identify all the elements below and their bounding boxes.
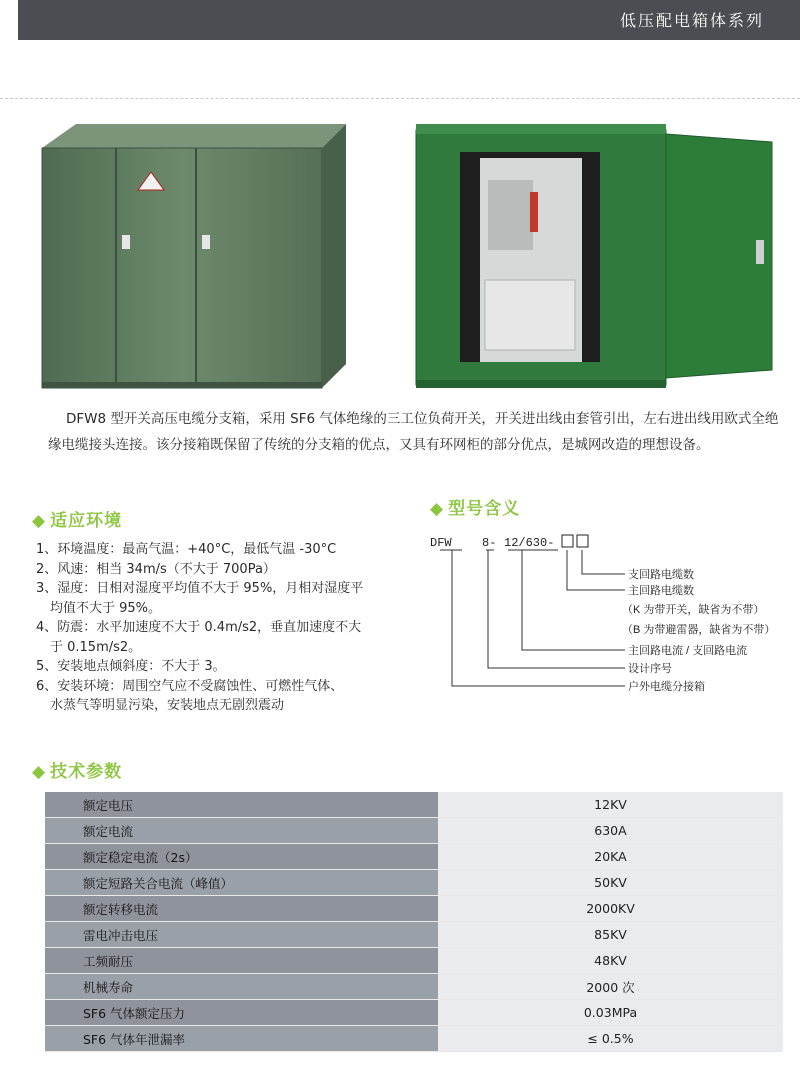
list-item: 5、安装地点倾斜度：不大于 3。 <box>36 659 226 674</box>
table-row: 机械寿命 2000 次 <box>45 974 783 1000</box>
model-code-rating: 12/630- <box>504 536 555 550</box>
page-series-title: 低压配电箱体系列 <box>619 11 764 30</box>
list-item: 3、湿度：日相对湿度平均值不大于 95%，月相对湿度平 均值不大于 95%。 <box>36 581 364 616</box>
list-item: 1、环境温度：最高气温：+40°C，最低气温 -30°C <box>36 542 337 557</box>
table-row: 额定短路关合电流（峰值） 50KV <box>45 870 783 896</box>
model-label: （B 为带避雷器，缺省为不带） <box>622 624 776 636</box>
model-code-diagram <box>430 528 790 708</box>
model-label: 设计序号 <box>628 663 672 675</box>
divider <box>0 98 800 99</box>
cabinet-open-photo <box>410 120 780 395</box>
table-row: 额定转移电流 2000KV <box>45 896 783 922</box>
model-label: 户外电缆分接箱 <box>628 681 705 693</box>
model-code-mid: 8- <box>482 536 497 550</box>
model-label: 主回路电缆数 <box>628 585 694 597</box>
diamond-bullet-icon: ◆ <box>32 762 47 782</box>
model-code-prefix: DFW <box>430 536 452 550</box>
table-row: 额定稳定电流（2s） 20KA <box>45 844 783 870</box>
list-item: 4、防震：水平加速度不大于 0.4m/s2，垂直加速度不大 于 0.15m/s2。 <box>36 620 362 655</box>
section-model-title: ◆ 型号含义 <box>430 499 521 519</box>
list-item: 2、风速：相当 34m/s（不大于 700Pa） <box>36 561 276 577</box>
model-label: 支回路电缆数 <box>628 569 694 581</box>
diamond-bullet-icon: ◆ <box>430 499 445 519</box>
section-params-title: ◆ 技术参数 <box>32 762 123 782</box>
model-label: 主回路电流 / 支回路电流 <box>628 645 748 657</box>
header-bar <box>18 0 800 40</box>
product-intro: DFW8 型开关高压电缆分支箱，采用 SF6 气体绝缘的三工位负荷开关，开关进出线由套管引出，左右进出线用欧式全绝缘电缆接头连接。该分接箱既保留了传统的分支箱的优点，又具有环网柜的部分优点，是城网改造的理想设备。 <box>48 411 779 453</box>
table-row: 额定电压 12KV <box>45 792 783 818</box>
table-row: SF6 气体额定压力 0.03MPa <box>45 1000 783 1026</box>
params-table <box>45 792 783 1052</box>
diamond-bullet-icon: ◆ <box>32 511 47 531</box>
table-row: SF6 气体年泄漏率 ≤ 0.5% <box>45 1026 783 1052</box>
table-row: 额定电流 630A <box>45 818 783 844</box>
section-environment-title: ◆ 适应环境 <box>32 511 123 531</box>
model-label: （K 为带开关，缺省为不带） <box>622 604 765 616</box>
cabinet-closed-photo <box>36 120 356 395</box>
table-row: 工频耐压 48KV <box>45 948 783 974</box>
list-item: 6、安装环境：周围空气应不受腐蚀性、可燃性气体、 水蒸气等明显污染，安装地点无剧烈震动 <box>36 678 344 713</box>
environment-list <box>36 540 421 716</box>
table-row: 雷电冲击电压 85KV <box>45 922 783 948</box>
